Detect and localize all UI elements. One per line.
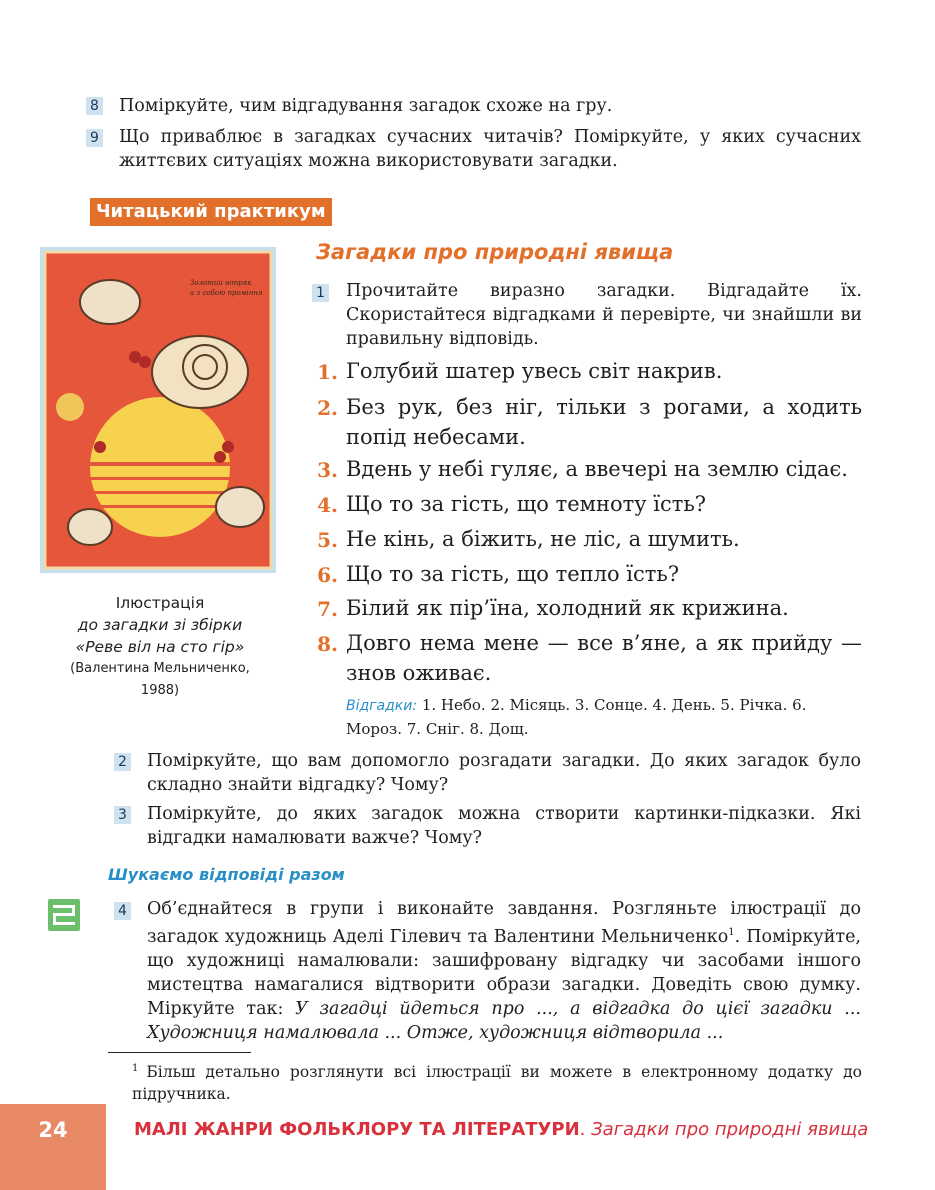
- riddle-text: Довго нема мене — все в’яне, а як прийду — знов оживає.: [346, 631, 862, 685]
- riddle-text: Не кінь, а біжить, не ліс, а шумить.: [346, 527, 740, 551]
- question-number-3: 3: [114, 806, 131, 824]
- question-9-text: Що приваблює в загадках сучасних читачів? Поміркуйте, у яких сучасних життєвих ситуаціях можна використовувати загадки.: [119, 127, 861, 171]
- riddle-text: Що то за гість, що тепло їсть?: [346, 562, 680, 586]
- answers-text: 1. Небо. 2. Місяць. 3. Сонце. 4. День. 5. Річка. 6. Мороз. 7. Сніг. 8. Дощ.: [346, 696, 807, 738]
- question-3-text: Поміркуйте, до яких загадок можна створити картинки-підказки. Які відгадки намалювати важче? Чому?: [147, 804, 861, 848]
- caption-line5: 1988): [140, 683, 180, 698]
- task-number-4: 4: [114, 902, 131, 920]
- riddle-number: 5.: [317, 528, 338, 552]
- riddle-number: 3.: [317, 458, 338, 482]
- task-number-1: 1: [312, 284, 329, 302]
- page-number-tab: [0, 1104, 106, 1190]
- question-number-8: 8: [86, 97, 103, 115]
- section-subtitle: Загадки про природні явища: [316, 240, 674, 264]
- riddle-text: Що то за гість, що темноту їсть?: [346, 492, 707, 516]
- caption-line1: Ілюстрація: [115, 594, 205, 612]
- riddle-number: 6.: [317, 563, 338, 587]
- running-footer: МАЛІ ЖАНРИ ФОЛЬКЛОРУ ТА ЛІТЕРАТУРИ. Загадки про природні явища: [134, 1119, 869, 1140]
- group-work-heading: Шукаємо відповіді разом: [108, 865, 345, 884]
- riddle-number: 7.: [317, 597, 338, 621]
- riddle-illustration: [40, 247, 276, 573]
- riddle-text: Голубий шатер увесь світ накрив.: [346, 359, 723, 383]
- answers-block: [346, 694, 862, 741]
- group-work-icon: [48, 899, 80, 931]
- illustration-inscription-line2: а з собою проміння: [190, 289, 263, 297]
- riddle-number: 1.: [317, 360, 338, 384]
- task-4-text: Об’єднайтеся в групи і виконайте завдання. Розгляньте ілюстрації до загадок художниць Аделі Гілевич та Валентини Мельниченко$^1$. Поміркуйте, що художниці намалювали: зашифровану відгадку чи засобами іншого мистецтва намагалися відтворити образи загадки. Доведіть свою думку. Міркуйте так: У загадці йдеться про ..., а відгадка до цієї загадки ... Художниця намалювала ... Отже, художниця відтворила ...: [147, 899, 861, 1043]
- footer-topic: Загадки про природні явища: [591, 1119, 869, 1140]
- footnote: $^1$ Більш детально розглянути всі ілюстрації ви можете в електронному додатку до підручника.: [132, 1063, 862, 1104]
- task-1-text: Прочитайте виразно загадки. Відгадайте їх. Скористайтеся відгадками й перевірте, чи знайшли ви правильну відповідь.: [346, 281, 862, 349]
- caption-line3: «Реве віл на сто гір»: [75, 638, 245, 656]
- question-number-9: 9: [86, 129, 103, 147]
- riddle-text: Білий як пір’їна, холодний як крижина.: [346, 596, 789, 620]
- page-number: 24: [38, 1118, 68, 1142]
- question-number-2: 2: [114, 753, 131, 771]
- caption-line2: до загадки зі збірки: [77, 616, 243, 634]
- answers-label: Відгадки:: [346, 698, 418, 714]
- riddle-text: Без рук, без ніг, тільки з рогами, а ходить попід небесами.: [346, 395, 862, 449]
- riddle-number: 2.: [317, 396, 338, 420]
- section-banner: Читацький практикум: [90, 198, 332, 226]
- riddle-number: 4.: [317, 493, 338, 517]
- riddle-number: 8.: [317, 632, 338, 656]
- riddle-text: Вдень у небі гуляє, а ввечері на землю сідає.: [346, 457, 848, 481]
- caption-line4: (Валентина Мельниченко,: [70, 661, 250, 676]
- illustration-caption: [44, 592, 276, 702]
- question-2-text: Поміркуйте, що вам допомогло розгадати загадки. До яких загадок було складно знайти відгадку? Чому?: [147, 751, 861, 795]
- footnote-divider: [108, 1052, 251, 1053]
- illustration-inscription-line1: Золотий вітряк: [190, 279, 252, 287]
- footer-chapter: МАЛІ ЖАНРИ ФОЛЬКЛОРУ ТА ЛІТЕРАТУРИ: [134, 1119, 580, 1140]
- question-8-text: Поміркуйте, чим відгадування загадок схоже на гру.: [119, 96, 613, 116]
